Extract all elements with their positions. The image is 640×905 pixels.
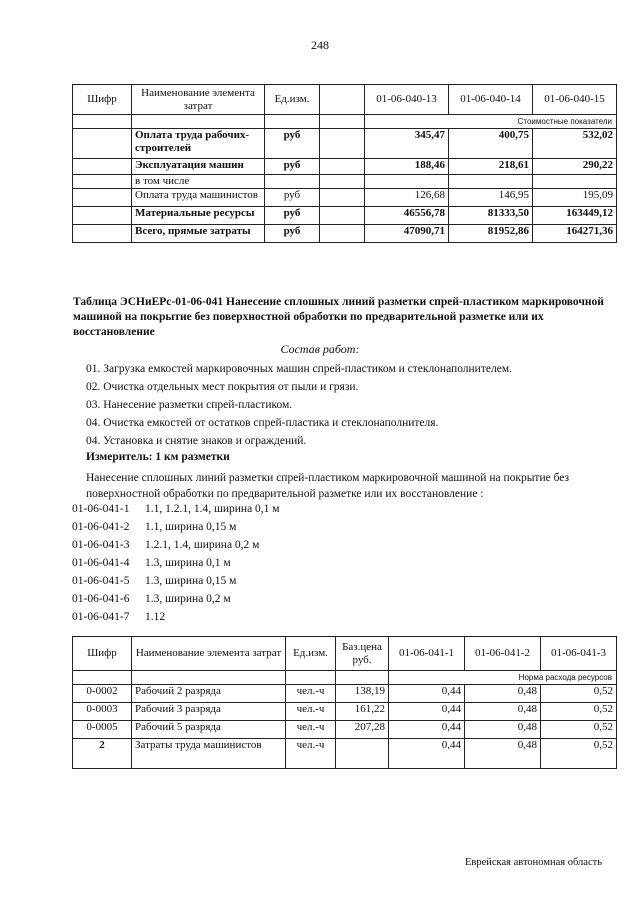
code-cell: 0-0002 xyxy=(73,685,132,703)
table-row xyxy=(73,159,617,175)
value-cell: 164271,36 xyxy=(533,225,617,243)
column-header: 01-06-040-13 xyxy=(365,85,449,115)
price-cell xyxy=(320,207,365,225)
list-item: 03. Нанесение разметки спрей-пластиком. xyxy=(86,399,293,411)
name-cell: Рабочий 2 разряда xyxy=(132,685,286,703)
unit-cell: руб xyxy=(265,129,320,159)
price-cell: 207,28 xyxy=(336,721,389,739)
table-row xyxy=(73,225,617,243)
table-row xyxy=(73,207,617,225)
price-cell xyxy=(320,129,365,159)
resource-norms-table xyxy=(72,636,617,769)
column-header: 01-06-041-1 xyxy=(389,637,465,671)
value-cell: 0,52 xyxy=(541,703,617,721)
unit-cell: чел.-ч xyxy=(286,739,336,769)
list-item: 04. Установка и снятие знаков и ограждений. xyxy=(86,435,307,447)
code-cell xyxy=(73,175,132,189)
table-row xyxy=(73,129,617,159)
variant-text: 1.3, ширина 0,1 м xyxy=(145,557,231,569)
name-cell: Материальные ресурсы xyxy=(132,207,265,225)
value-cell: 0,44 xyxy=(389,703,465,721)
value-cell: 146,95 xyxy=(449,189,533,207)
value-cell xyxy=(365,175,449,189)
column-header: Ед.изм. xyxy=(286,637,336,671)
code-cell xyxy=(73,189,132,207)
list-item xyxy=(72,608,280,626)
column-header: 01-06-041-3 xyxy=(541,637,617,671)
variant-code: 01-06-041-3 xyxy=(72,539,130,551)
price-cell xyxy=(320,159,365,175)
price-cell xyxy=(336,739,389,769)
column-header: Ед.изм. xyxy=(265,85,320,115)
value-cell: 0,52 xyxy=(541,685,617,703)
list-item: 01. Загрузка емкостей маркировочных машин спрей-пластиком и стеклонаполнителем. xyxy=(86,363,512,375)
name-cell: Всего, прямые затраты xyxy=(132,225,265,243)
value-cell: 163449,12 xyxy=(533,207,617,225)
list-item xyxy=(72,554,280,572)
page-number: 248 xyxy=(311,38,329,52)
variant-text: 1.3, ширина 0,2 м xyxy=(145,593,231,605)
value-cell: 0,44 xyxy=(389,739,465,769)
value-cell: 0,52 xyxy=(541,721,617,739)
variant-text: 1.1, ширина 0,15 м xyxy=(145,521,237,533)
variants-list xyxy=(72,500,280,626)
value-cell: 195,09 xyxy=(533,189,617,207)
table-row xyxy=(73,685,617,703)
list-item: 04. Очистка емкостей от остатков спрей-пластика и стеклонаполнителя. xyxy=(86,417,439,429)
list-item xyxy=(72,500,280,518)
price-cell: 138,19 xyxy=(336,685,389,703)
name-cell: Рабочий 3 разряда xyxy=(132,703,286,721)
description: Нанесение сплошных линий разметки спрей-пластиком маркировочной машиной на покрытие без поверхностной обработки по предварительной разметке или их восстановление : xyxy=(86,472,570,500)
unit-cell: руб xyxy=(265,189,320,207)
column-header xyxy=(320,85,365,115)
code-cell xyxy=(73,159,132,175)
variant-code: 01-06-041-5 xyxy=(72,575,130,587)
list-item xyxy=(72,536,280,554)
value-cell: 290,22 xyxy=(533,159,617,175)
variant-code: 01-06-041-2 xyxy=(72,521,130,533)
column-header: Наименование элемента затрат xyxy=(132,637,286,671)
list-item xyxy=(72,572,280,590)
code-cell xyxy=(73,129,132,159)
code-cell: 0-0003 xyxy=(73,703,132,721)
value-cell: 0,44 xyxy=(389,721,465,739)
table-row xyxy=(73,175,617,189)
column-header: Шифр xyxy=(73,637,132,671)
column-header: 01-06-040-15 xyxy=(533,85,617,115)
list-item: 02. Очистка отдельных мест покрытия от пыли и грязи. xyxy=(86,381,359,393)
code-cell xyxy=(73,207,132,225)
variant-code: 01-06-041-1 xyxy=(72,503,130,515)
unit-cell: чел.-ч xyxy=(286,721,336,739)
code-cell: 2 xyxy=(73,739,132,769)
table-header-row xyxy=(73,637,617,671)
table-heading: Таблица ЭСНиЕРс-01-06-041 Нанесение сплошных линий разметки спрей-пластиком маркировочной машиной на покрытие без поверхностной обработки по предварительной разметке или их восстановление xyxy=(73,296,604,338)
name-cell: Затраты труда машинистов xyxy=(132,739,286,769)
price-cell xyxy=(320,175,365,189)
table-subheader-row xyxy=(73,671,617,685)
value-cell: 81952,86 xyxy=(449,225,533,243)
variant-text: 1.3, ширина 0,15 м xyxy=(145,575,237,587)
value-cell: 400,75 xyxy=(449,129,533,159)
resource-norms-label: Норма расхода ресурсов xyxy=(389,671,617,685)
variant-text: 1.12 xyxy=(145,611,166,623)
unit-cell: руб xyxy=(265,159,320,175)
value-cell: 0,48 xyxy=(465,703,541,721)
work-section-title: Состав работ: xyxy=(280,342,360,356)
cost-indicators-label: Стоимостные показатели xyxy=(365,115,617,129)
value-cell: 0,44 xyxy=(389,685,465,703)
column-header: Баз.цена руб. xyxy=(336,637,389,671)
footer-region: Еврейская автономная область xyxy=(465,857,602,868)
column-header: Наименование элемента затрат xyxy=(132,85,265,115)
value-cell: 345,47 xyxy=(365,129,449,159)
code-cell: 0-0005 xyxy=(73,721,132,739)
name-cell: Эксплуатация машин xyxy=(132,159,265,175)
value-cell: 0,48 xyxy=(465,721,541,739)
value-cell: 188,46 xyxy=(365,159,449,175)
meter-label: Измеритель: 1 км разметки xyxy=(86,451,230,463)
unit-cell: руб xyxy=(265,207,320,225)
work-list xyxy=(86,360,512,450)
value-cell xyxy=(449,175,533,189)
value-cell: 0,52 xyxy=(541,739,617,769)
column-header: 01-06-041-2 xyxy=(465,637,541,671)
value-cell: 0,48 xyxy=(465,739,541,769)
value-cell: 81333,50 xyxy=(449,207,533,225)
table-row xyxy=(73,189,617,207)
variant-code: 01-06-041-6 xyxy=(72,593,130,605)
code-cell xyxy=(73,225,132,243)
variant-text: 1.1, 1.2.1, 1.4, ширина 0,1 м xyxy=(145,503,280,515)
column-header: Шифр xyxy=(73,85,132,115)
variant-text: 1.2.1, 1.4, ширина 0,2 м xyxy=(145,539,260,551)
variant-code: 01-06-041-7 xyxy=(72,611,130,623)
cost-indicators-table xyxy=(72,84,617,243)
list-item xyxy=(72,518,280,536)
list-item xyxy=(72,590,280,608)
value-cell: 0,48 xyxy=(465,685,541,703)
name-cell: Оплата труда рабочих-строителей xyxy=(132,129,265,159)
unit-cell: чел.-ч xyxy=(286,703,336,721)
price-cell xyxy=(320,189,365,207)
unit-cell xyxy=(265,175,320,189)
table-row xyxy=(73,721,617,739)
name-cell: Рабочий 5 разряда xyxy=(132,721,286,739)
table-row xyxy=(73,703,617,721)
name-cell: в том числе xyxy=(132,175,265,189)
value-cell: 46556,78 xyxy=(365,207,449,225)
unit-cell: руб xyxy=(265,225,320,243)
value-cell: 47090,71 xyxy=(365,225,449,243)
table-subheader-row xyxy=(73,115,617,129)
column-header: 01-06-040-14 xyxy=(449,85,533,115)
variant-code: 01-06-041-4 xyxy=(72,557,130,569)
value-cell: 218,61 xyxy=(449,159,533,175)
value-cell: 126,68 xyxy=(365,189,449,207)
name-cell: Оплата труда машинистов xyxy=(132,189,265,207)
table-row xyxy=(73,739,617,769)
value-cell xyxy=(533,175,617,189)
price-cell xyxy=(320,225,365,243)
price-cell: 161,22 xyxy=(336,703,389,721)
unit-cell: чел.-ч xyxy=(286,685,336,703)
value-cell: 532,02 xyxy=(533,129,617,159)
table-header-row xyxy=(73,85,617,115)
